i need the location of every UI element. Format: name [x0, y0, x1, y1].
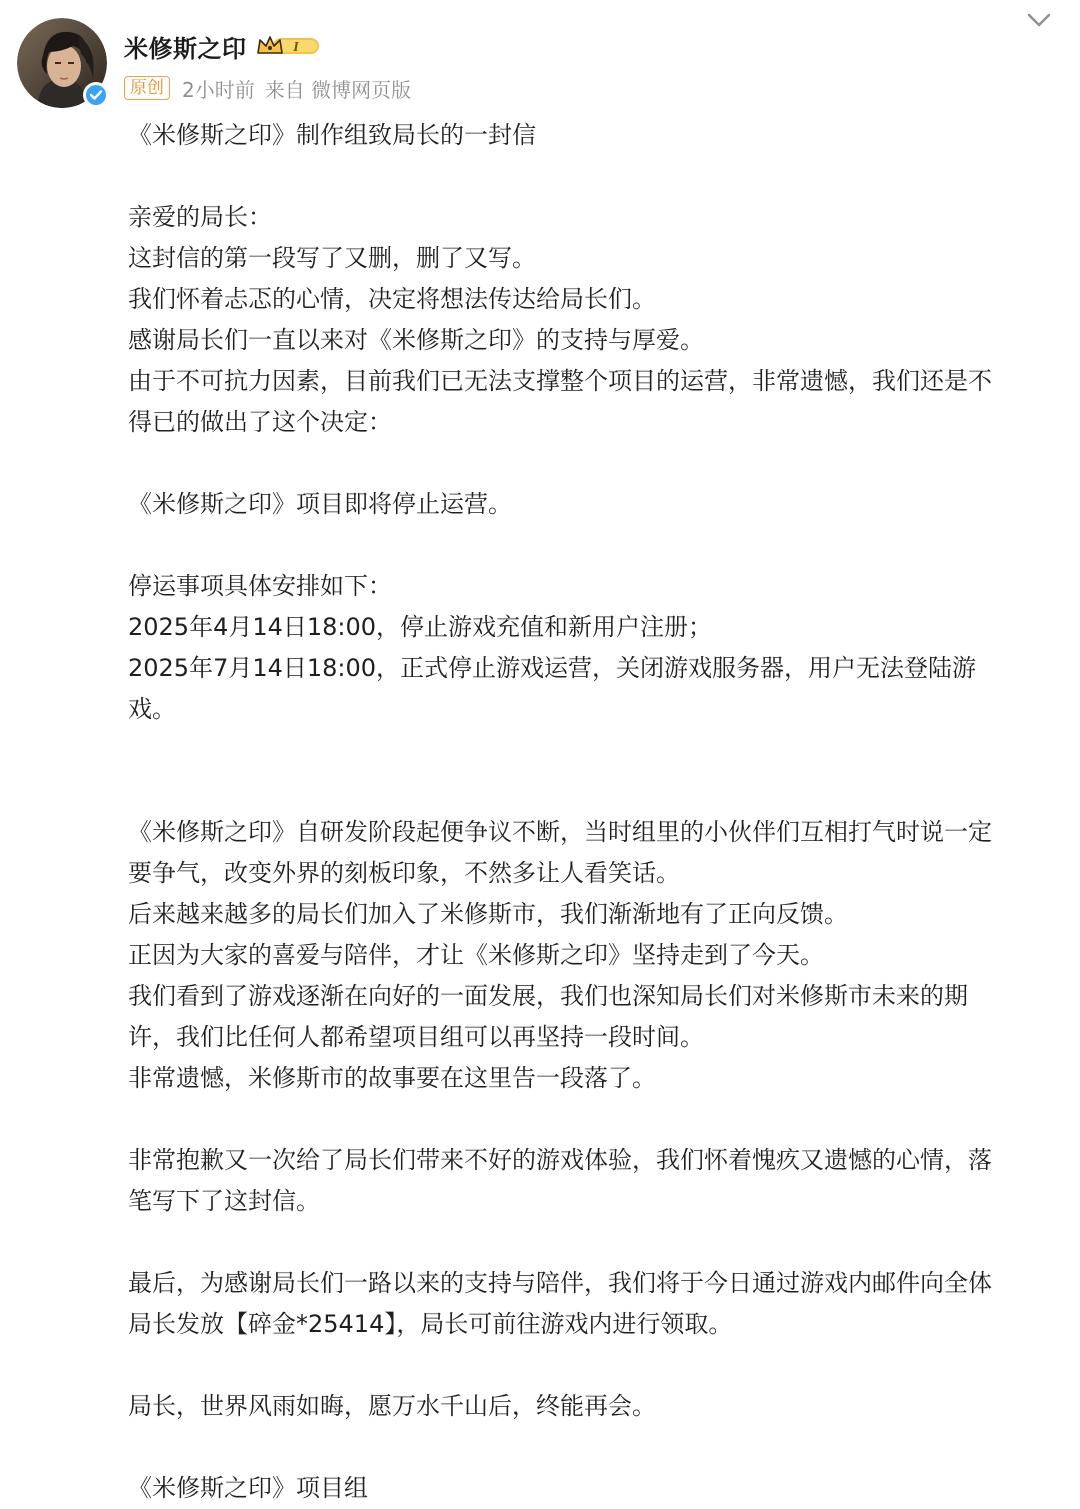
post-text-line: 《米修斯之印》自研发阶段起便争议不断，当时组里的小伙伴们互相打气时说一定 — [128, 818, 992, 846]
post-text-line: 2025年7月14日18:00，正式停止游戏运营，关闭游戏服务器，用户无法登陆游 — [128, 654, 977, 682]
post-text-line: 笔写下了这封信。 — [128, 1187, 320, 1215]
username-row — [124, 26, 321, 66]
blank-line — [128, 1222, 1056, 1263]
post-body — [128, 115, 1056, 1509]
crown-icon — [255, 33, 321, 59]
avatar[interactable] — [17, 18, 107, 108]
post-meta — [124, 72, 421, 104]
post-source: 来自 微博网页版 — [264, 77, 412, 102]
blank-line — [128, 156, 1056, 197]
post-text-line: 非常抱歉又一次给了局长们带来不好的游戏体验，我们怀着愧疚又遗憾的心情，落 — [128, 1146, 992, 1174]
post-text-line: 要争气，改变外界的刻板印象，不然多让人看笑话。 — [128, 859, 680, 887]
blank-line — [128, 771, 1056, 812]
post-text-line: 亲爱的局长： — [128, 203, 272, 231]
blank-line — [128, 525, 1056, 566]
post-text-line: 后来越来越多的局长们加入了米修斯市，我们渐渐地有了正向反馈。 — [128, 900, 848, 928]
original-tag: 原创 — [124, 76, 170, 100]
blank-line — [128, 1099, 1056, 1140]
post-text-line: 戏。 — [128, 695, 176, 723]
post-text-line: 《米修斯之印》项目组 — [128, 1474, 368, 1502]
post-text-line: 局长，世界风雨如晦，愿万水千山后，终能再会。 — [128, 1392, 656, 1420]
post-text-line: 我们看到了游戏逐渐在向好的一面发展，我们也深知局长们对米修斯市未来的期 — [128, 982, 968, 1010]
post-text-line: 最后，为感谢局长们一路以来的支持与陪伴，我们将于今日通过游戏内邮件向全体 — [128, 1269, 992, 1297]
verified-check-icon — [85, 84, 107, 106]
post-text-line: 局长发放【碎金*25414】，局长可前往游戏内进行领取。 — [128, 1310, 733, 1338]
post-text-line: 由于不可抗力因素，目前我们已无法支撑整个项目的运营，非常遗憾，我们还是不 — [128, 367, 992, 395]
chevron-down-icon[interactable] — [1026, 10, 1052, 30]
post-text-line: 这封信的第一段写了又删，删了又写。 — [128, 244, 536, 272]
blank-line — [128, 1427, 1056, 1468]
verified-badge — [83, 82, 109, 108]
blank-line — [128, 730, 1056, 771]
post-time[interactable]: 2小时前 — [182, 77, 255, 102]
post-text-line: 正因为大家的喜爱与陪伴，才让《米修斯之印》坚持走到了今天。 — [128, 941, 824, 969]
post-text-line: 《米修斯之印》制作组致局长的一封信 — [128, 121, 536, 149]
post-text-line: 2025年4月14日18:00，停止游戏充值和新用户注册； — [128, 613, 713, 641]
vip-badge[interactable] — [255, 33, 321, 59]
post-text-line: 《米修斯之印》项目即将停止运营。 — [128, 490, 512, 518]
vip-level: I — [292, 40, 299, 55]
blank-line — [128, 443, 1056, 484]
post-text-line: 感谢局长们一直以来对《米修斯之印》的支持与厚爱。 — [128, 326, 704, 354]
post-header — [0, 0, 1080, 118]
post-text-line: 得已的做出了这个决定： — [128, 408, 392, 436]
post-text-line: 我们怀着忐忑的心情，决定将想法传达给局长们。 — [128, 285, 656, 313]
post-text-line: 许，我们比任何人都希望项目组可以再坚持一段时间。 — [128, 1023, 704, 1051]
post-text-line: 非常遗憾，米修斯市的故事要在这里告一段落了。 — [128, 1064, 656, 1092]
post-text-line: 停运事项具体安排如下： — [128, 572, 392, 600]
username[interactable]: 米修斯之印 — [124, 34, 247, 63]
blank-line — [128, 1345, 1056, 1386]
